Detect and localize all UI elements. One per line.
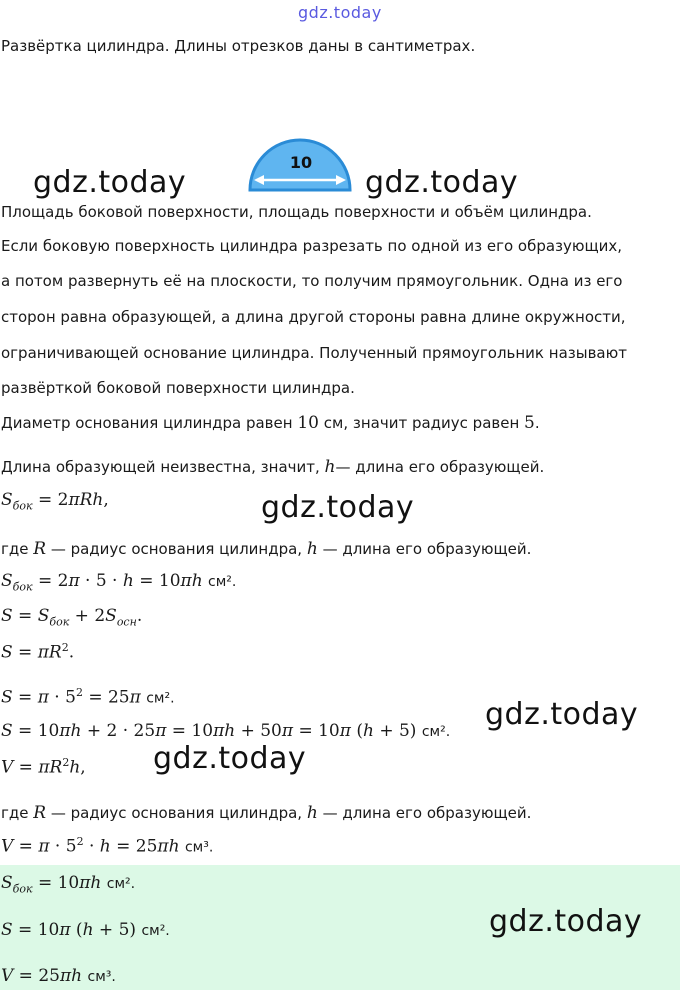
formula-volume: $V = \pi R^2h$, bbox=[1, 756, 86, 778]
paragraph-line: Площадь боковой поверхности, площадь поверхности и объём цилиндра. bbox=[1, 203, 592, 221]
watermark: gdz.today bbox=[485, 697, 639, 732]
diameter-label: 10 bbox=[289, 153, 313, 172]
problem-statement: Развёртка цилиндра. Длины отрезков даны в сантиметрах. bbox=[1, 37, 476, 55]
cylinder-base-figure bbox=[248, 128, 352, 192]
formula-base-area-calc: $S = \pi \cdot 5^2 = 25\pi$ см². bbox=[1, 686, 175, 708]
paragraph-line: развёрткой боковой поверхности цилиндра. bbox=[1, 379, 355, 397]
answer-lateral-area: $S_{бок} = 10\pi h$ см². bbox=[1, 873, 136, 896]
paragraph-line: сторон равна образующей, а длина другой стороны равна длине окружности, bbox=[1, 308, 626, 326]
watermark: gdz.today bbox=[33, 165, 187, 200]
watermark: gdz.today bbox=[298, 3, 382, 22]
diameter-statement: Диаметр основания цилиндра равен 10 см, значит радиус равен 5. bbox=[1, 413, 540, 433]
formula-lateral-area: $S_{бок} = 2\pi Rh$, bbox=[1, 490, 109, 513]
paragraph-line: а потом развернуть её на плоскости, то получим прямоугольник. Одна из его bbox=[1, 272, 623, 290]
paragraph-line: Если боковую поверхность цилиндра разрезать по одной из его образующих, bbox=[1, 237, 623, 255]
formula-total-area-calc: S = 10πh + 2 · 25π = 10πh + 50π = 10π (h + 5) см². bbox=[1, 721, 451, 741]
formula-volume-calc: $V = \pi \cdot 5^2 \cdot h = 25\pi h$ см³. bbox=[1, 835, 214, 857]
watermark: gdz.today bbox=[365, 165, 519, 200]
watermark: gdz.today bbox=[261, 490, 415, 525]
paragraph-line: ограничивающей основание цилиндра. Полученный прямоугольник называют bbox=[1, 344, 627, 362]
answer-volume: V = 25πh см³. bbox=[1, 966, 116, 986]
variable-definition: где R — радиус основания цилиндра, h — длина его образующей. bbox=[1, 539, 532, 559]
watermark: gdz.today bbox=[153, 741, 307, 776]
watermark: gdz.today bbox=[489, 904, 643, 939]
formula-base-area: $S = \pi R^2$. bbox=[1, 641, 75, 663]
formula-total-area: $S = S_{бок} + 2S_{осн}$. bbox=[1, 606, 143, 629]
generatrix-statement: Длина образующей неизвестна, значит, h— длина его образующей. bbox=[1, 457, 545, 477]
variable-definition: где R — радиус основания цилиндра, h — длина его образующей. bbox=[1, 803, 532, 823]
formula-lateral-area-calc: $S_{бок} = 2\pi \cdot 5 \cdot h = 10\pi h$ см². bbox=[1, 571, 237, 594]
answer-total-area: S = 10π (h + 5) см². bbox=[1, 920, 170, 940]
